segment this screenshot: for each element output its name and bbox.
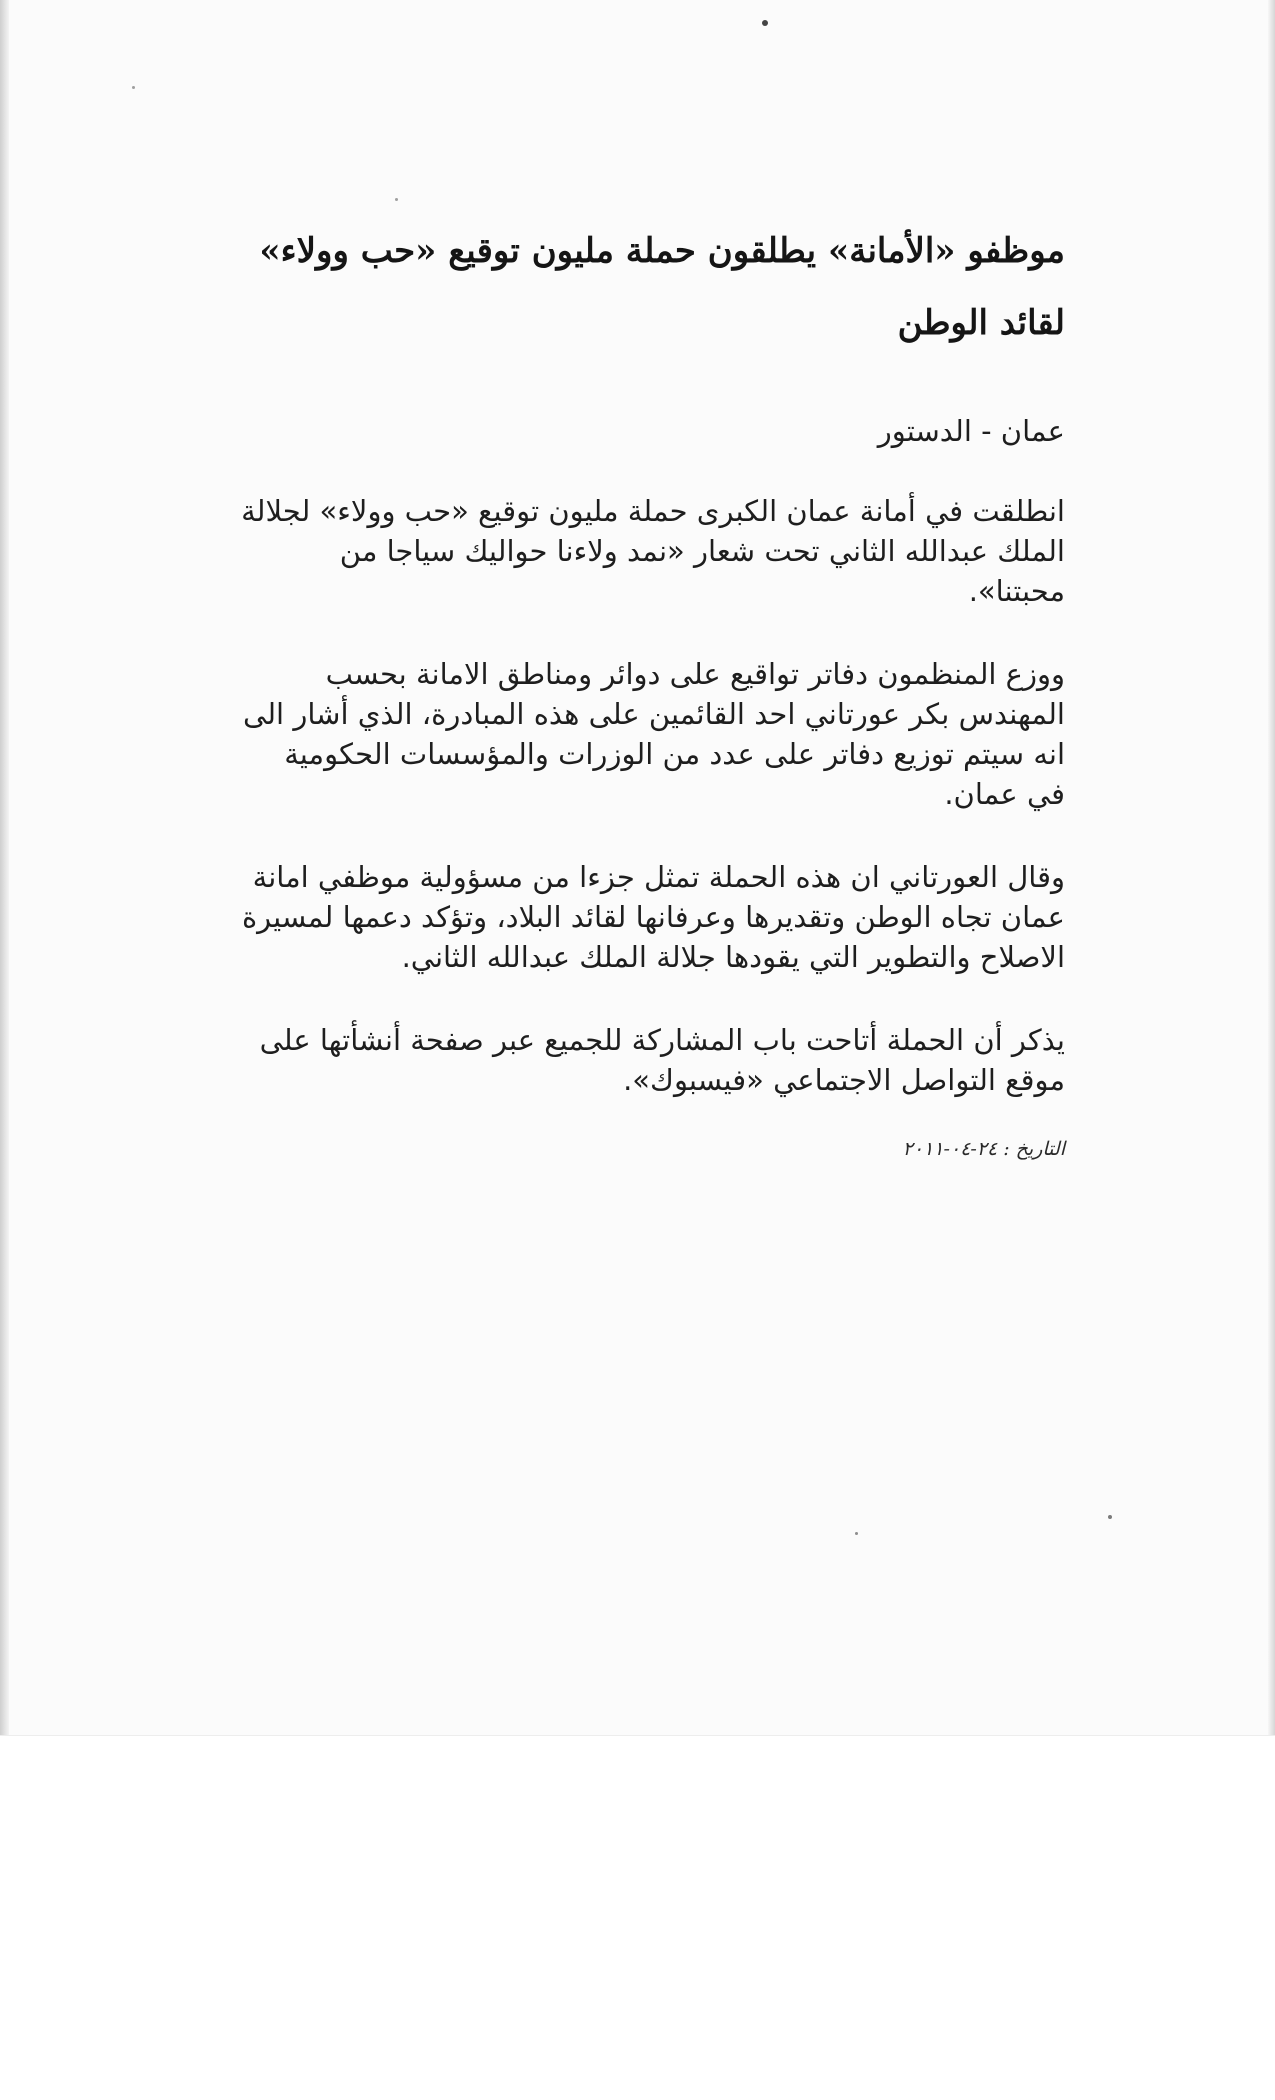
scan-shadow-right (1268, 0, 1275, 1735)
date-stamp: التاريخ : ٢٤-٠٤-٢٠١١ (902, 1138, 1065, 1160)
scan-speck (132, 86, 135, 89)
article-paragraph: ووزع المنظمون دفاتر تواقيع على دوائر ومناطق الامانة بحسب المهندس بكر عورتاني احد القائمين على هذه المبادرة، الذي أشار الى انه سيتم توزيع دفاتر على عدد من الوزرات والمؤسسات الحكومية في عمان. (243, 657, 1065, 811)
scan-speck (1108, 1515, 1112, 1519)
article-paragraph: يذكر أن الحملة أتاحت باب المشاركة للجميع عبر صفحة أنشأتها على موقع التواصل الاجتماعي «فيسبوك». (259, 1023, 1065, 1097)
scan-shadow-left (0, 0, 9, 1735)
scan-speck (395, 198, 398, 201)
scan-speck (762, 20, 768, 26)
article-paragraph: انطلقت في أمانة عمان الكبرى حملة مليون توقيع «حب وولاء» لجلالة الملك عبدالله الثاني تحت شعار «نمد ولاءنا حواليك سياجا من محبتنا». (241, 494, 1065, 608)
scan-speck (855, 1532, 858, 1535)
article-dateline: عمان - الدستور (877, 414, 1065, 448)
article-headline: موظفو «الأمانة» يطلقون حملة مليون توقيع «حب وولاء» لقائد الوطن (259, 231, 1065, 343)
news-article (240, 215, 1065, 1163)
article-paragraph: وقال العورتاني ان هذه الحملة تمثل جزءا من مسؤولية موظفي امانة عمان تجاه الوطن وتقديرها وعرفانها لقائد البلاد، وتؤكد دعمها لمسيرة الاصلاح والتطوير التي يقودها جلالة الملك عبدالله الثاني. (241, 860, 1065, 974)
